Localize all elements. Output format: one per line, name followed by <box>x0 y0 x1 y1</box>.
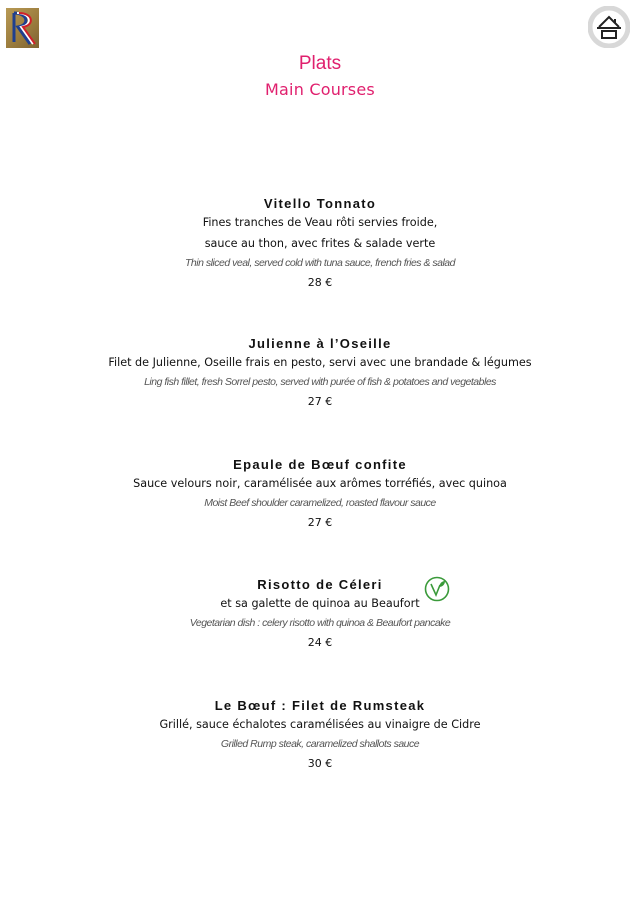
restaurant-logo <box>6 8 39 48</box>
vegetarian-icon <box>424 576 450 602</box>
dish-description-en: Moist Beef shoulder caramelized, roasted flavour sauce <box>204 497 436 509</box>
dish-description-fr: Grillé, sauce échalotes caramélisées au vinaigre de Cidre <box>159 718 481 731</box>
dish-name: Julienne à l’Oseille <box>248 336 392 351</box>
dish-price: 27 € <box>307 516 333 529</box>
page-title: Plats <box>298 53 342 74</box>
dish-description-fr: Fines tranches de Veau rôti servies froide, <box>202 216 438 229</box>
dish-name: Epaule de Bœuf confite <box>233 457 407 472</box>
menu-item <box>0 196 640 294</box>
dish-price: 30 € <box>307 757 333 770</box>
dish-name: Le Bœuf : Filet de Rumsteak <box>214 698 426 713</box>
menu-item <box>0 577 640 654</box>
dish-price: 24 € <box>307 636 333 649</box>
page-subtitle: Main Courses <box>265 80 375 99</box>
dish-description-en: Thin sliced veal, served cold with tuna sauce, french fries & salad <box>185 257 455 269</box>
dish-price: 27 € <box>307 395 333 408</box>
dish-name: Vitello Tonnato <box>263 196 377 211</box>
dish-description-fr: et sa galette de quinoa au Beaufort <box>220 597 420 610</box>
fait-maison-logo <box>588 6 630 48</box>
menu-item <box>0 698 640 775</box>
dish-name: Risotto de Céleri <box>257 577 383 592</box>
dish-description-en: Vegetarian dish : celery risotto with quinoa & Beaufort pancake <box>189 617 451 629</box>
menu-item <box>0 457 640 534</box>
r-monogram-icon <box>6 8 39 48</box>
dish-description-en: Grilled Rump steak, caramelized shallots sauce <box>220 738 420 750</box>
dish-description-fr: Filet de Julienne, Oseille frais en pesto, servi avec une brandade & légumes <box>108 356 532 369</box>
dish-description-fr: sauce au thon, avec frites & salade verte <box>204 237 436 250</box>
dish-description-en: Ling fish fillet, fresh Sorrel pesto, served with purée of fish & potatoes and vegetables <box>144 376 496 388</box>
dish-description-fr: Sauce velours noir, caramélisée aux arômes torréfiés, avec quinoa <box>133 477 507 490</box>
menu-item <box>0 336 640 413</box>
house-icon <box>588 6 630 48</box>
dish-price: 28 € <box>307 276 333 289</box>
